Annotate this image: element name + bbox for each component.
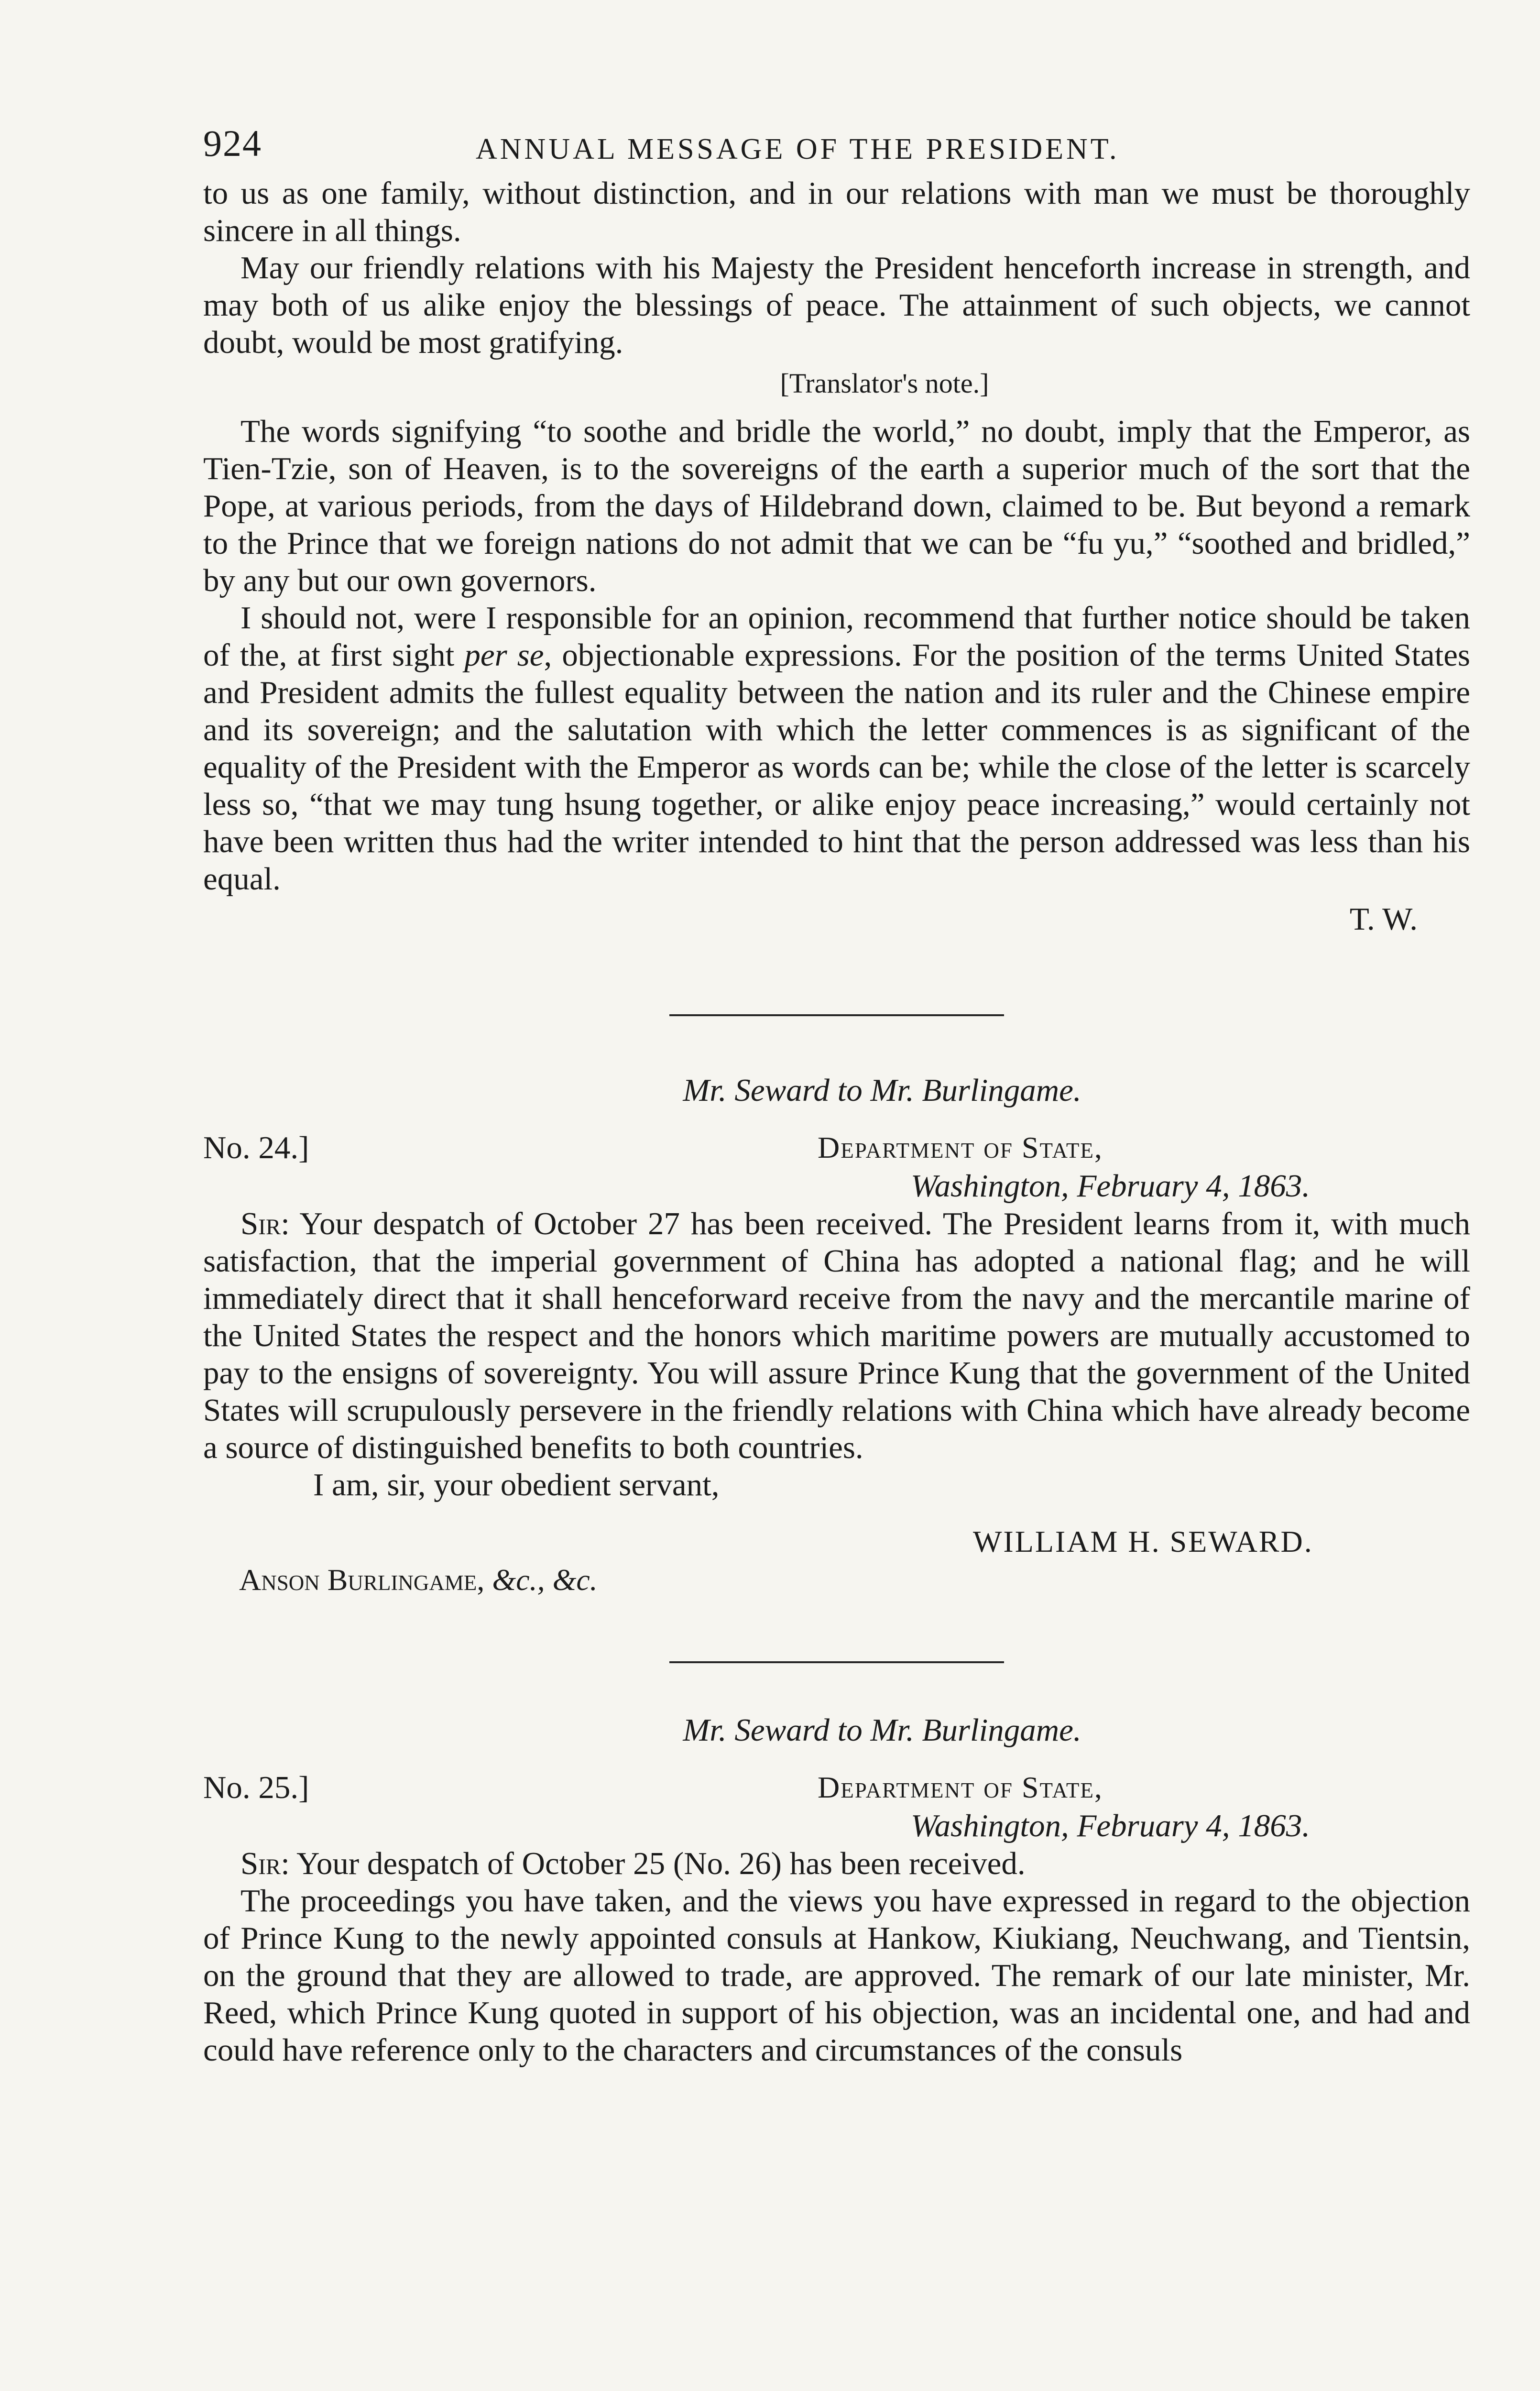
translator-note-heading: [Translator's note.] <box>780 368 989 399</box>
letter-1-body <box>203 1205 1470 1466</box>
letter-1-closing: I am, sir, your obedient servant, <box>313 1467 720 1503</box>
letter-2-paragraph-1 <box>203 1845 1470 1882</box>
letter-2-header <box>203 1768 1470 1807</box>
letter-1-salutation: Sir: <box>240 1206 290 1241</box>
letter-1-department: Department of State, <box>818 1130 1103 1164</box>
note-text-part: , objectionable expressions. For the position of the terms United States and President admits the fullest equality between the nation and its ruler and the Chinese empire and its sovereign; and the salutation with which the letter commences is as significant of the equality of the President with the Emperor as words can be; while the close of the letter is scarcely less so, “that we may tung hsung together, or alike enjoy peace increasing,” would certainly not have been written thus had the writer intended to hint that the person addressed was less than his equal. <box>203 637 1471 897</box>
note-text-part: I should not, were I responsible for an opinion, recommend that further notice should be taken of the, at first sight <box>203 600 1470 673</box>
translator-note-paragraph-2 <box>203 599 1470 898</box>
running-title: ANNUAL MESSAGE OF THE PRESIDENT. <box>476 133 1120 165</box>
letter-2-paragraph-1-text: Your despatch of October 25 (No. 26) has been received. <box>289 1846 1026 1881</box>
letter-2-number: No. 25.] <box>203 1770 309 1805</box>
translator-note-paragraph-1: The words signifying “to soothe and bridle the world,” no doubt, imply that the Emperor, as Tien-Tzie, son of Heaven, is to the sovereigns of the earth a superior much of the sort that the Pope, at various periods, from the days of Hildebrand down, claimed to be. But beyond a remark to the Prince that we foreign nations do not admit that we can be “fu yu,” “soothed and bridled,” by any but our own governors. <box>203 414 1470 598</box>
letter-1-body-text: Your despatch of October 27 has been received. The President learns from it, with much satisfaction, that the imperial government of China has adopted a national flag; and he will immediately direct that it shall henceforward receive from the navy and the mercantile marine of the United States the respect and the honors which maritime powers are mutually accustomed to pay to the ensigns of sovereignty. You will assure Prince Kung that the government of the United States will scrupulously persevere in the friendly relations with China which have already become a source of distinguished benefits to both countries. <box>203 1206 1470 1465</box>
running-head <box>203 122 1470 175</box>
letter-2-dateline: Washington, February 4, 1863. <box>911 1808 1311 1843</box>
letter-1-signature: WILLIAM H. SEWARD. <box>973 1525 1313 1558</box>
letter-1-title: Mr. Seward to Mr. Burlingame. <box>683 1073 1081 1108</box>
opening-paragraph-2: May our friendly relations with his Majesty the President henceforth increase in strength, and may both of us alike enjoy the blessings of peace. The attainment of such objects, we cannot doubt, would be most gratifying. <box>203 250 1470 360</box>
opening-paragraph-1: to us as one family, without distinction, and in our relations with man we must be thoroughly sincere in all things. <box>203 175 1470 248</box>
letter-1-dateline: Washington, February 4, 1863. <box>911 1168 1311 1204</box>
letter-2-paragraph-2: The proceedings you have taken, and the views you have expressed in regard to the objection of Prince Kung to the newly appointed consuls at Hankow, Kiukiang, Neuchwang, and Tientsin, on the ground that they are allowed to trade, are approved. The remark of our late minister, Mr. Reed, which Prince Kung quoted in support of his objection, was an incidental one, and had and could have reference only to the characters and circumstances of the consuls <box>203 1883 1470 2068</box>
note-italic-phrase: per se <box>464 637 544 673</box>
addressee-etc: &c., &c. <box>484 1563 598 1597</box>
letter-1-number: No. 24.] <box>203 1130 309 1165</box>
letter-2-salutation: Sir: <box>240 1846 290 1881</box>
document-page <box>203 122 1470 2069</box>
addressee-name: Anson Burlingame, <box>239 1563 485 1597</box>
letter-2-department: Department of State, <box>818 1770 1103 1804</box>
letter-1-header <box>203 1129 1470 1167</box>
translator-initials: T. W. <box>1349 901 1418 937</box>
letter-2-title: Mr. Seward to Mr. Burlingame. <box>683 1712 1081 1748</box>
letter-1-addressee <box>203 1561 1470 1599</box>
page-number: 924 <box>203 122 262 164</box>
